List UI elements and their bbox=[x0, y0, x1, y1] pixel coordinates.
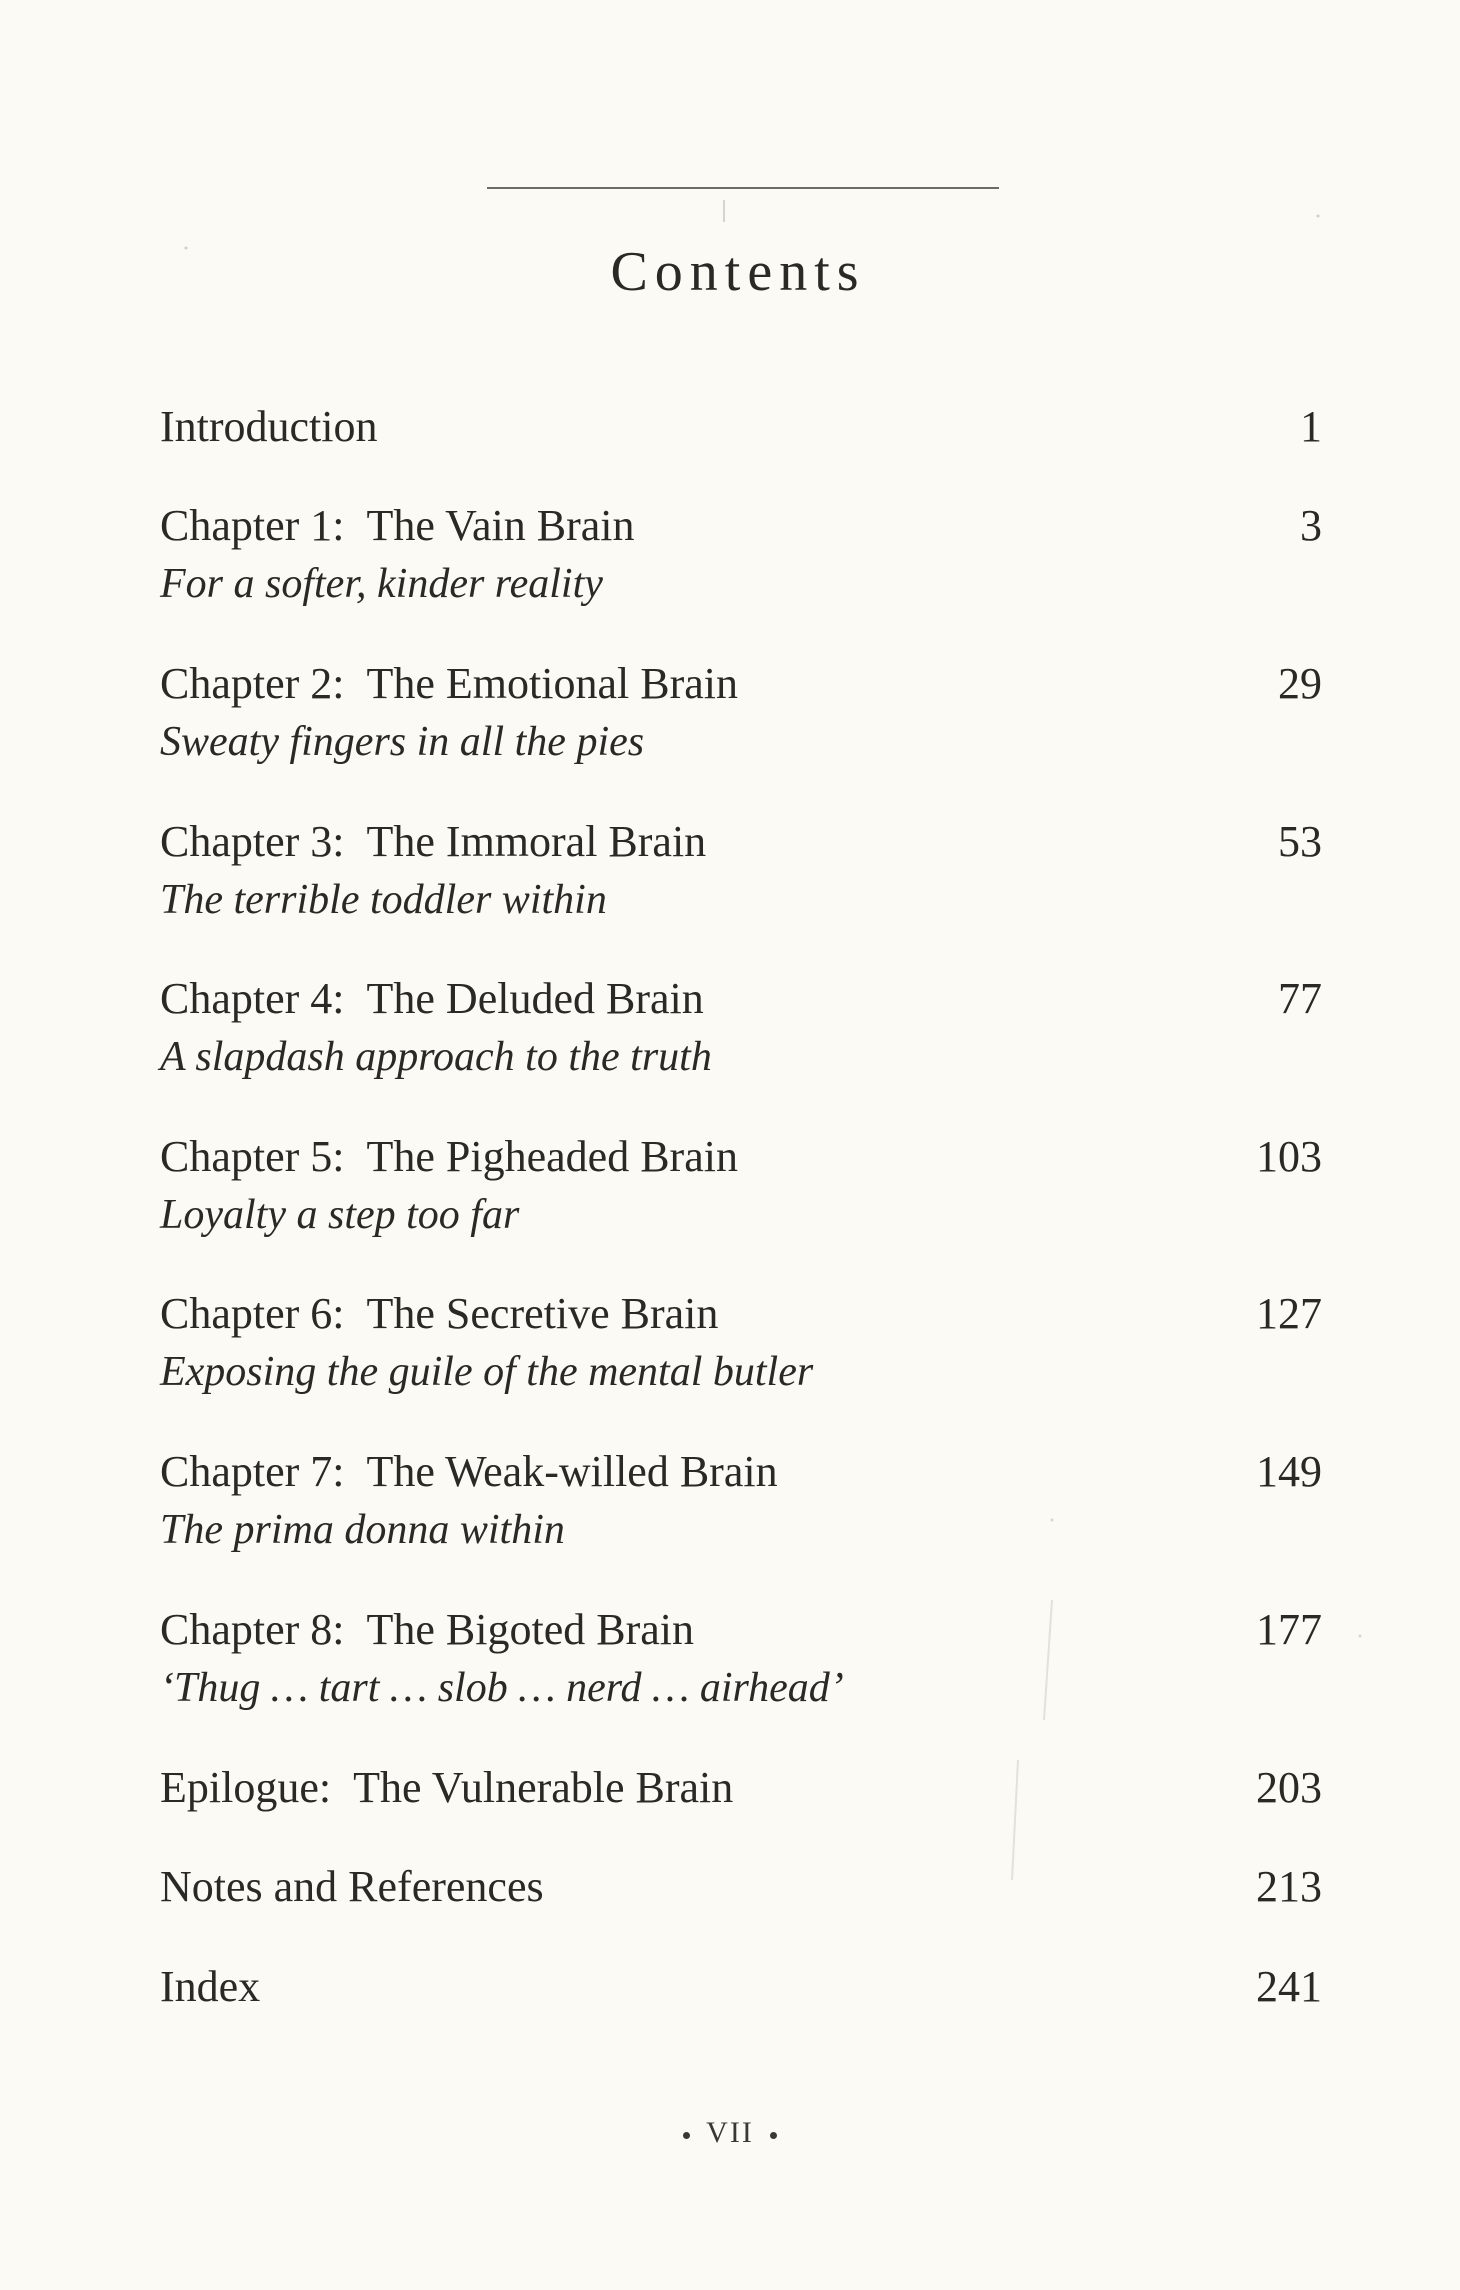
entry-subtitle: The prima donna within bbox=[160, 1507, 565, 1553]
entry-subtitle: Loyalty a step too far bbox=[160, 1192, 520, 1238]
page-title: Contents bbox=[610, 241, 866, 303]
entry-title-text: The Emotional Brain bbox=[366, 659, 738, 708]
entry-title-text: The Secretive Brain bbox=[366, 1289, 719, 1338]
entry-label: Chapter 5: bbox=[160, 1132, 345, 1181]
entry-page-number: 213 bbox=[1256, 1862, 1322, 1911]
entry-subtitle: ‘Thug … tart … slob … nerd … airhead’ bbox=[160, 1665, 844, 1711]
entry-subtitle: For a softer, kinder reality bbox=[160, 561, 603, 607]
entry-page-number: 103 bbox=[1256, 1132, 1322, 1181]
entry-page-number: 53 bbox=[1278, 817, 1322, 866]
folio-number: VII bbox=[706, 2116, 754, 2149]
entry-label: Chapter 3: bbox=[160, 817, 345, 866]
entry-label: Epilogue: bbox=[160, 1763, 332, 1812]
entry-page-number: 127 bbox=[1256, 1289, 1322, 1338]
entry-page-number: 241 bbox=[1256, 1962, 1322, 2011]
entry-title-text: The Pigheaded Brain bbox=[366, 1132, 738, 1181]
entry-title-text: The Bigoted Brain bbox=[366, 1605, 695, 1654]
entry-label: Chapter 4: bbox=[160, 974, 345, 1023]
entry-page-number: 77 bbox=[1278, 974, 1322, 1023]
entry-title-text: The Vain Brain bbox=[366, 501, 635, 550]
entry-subtitle: A slapdash approach to the truth bbox=[160, 1034, 712, 1080]
entry-title-text: The Immoral Brain bbox=[366, 817, 707, 866]
entry-page-number: 3 bbox=[1300, 501, 1322, 550]
entry-subtitle: Exposing the guile of the mental butler bbox=[160, 1349, 814, 1395]
entry-label: Chapter 1: bbox=[160, 501, 345, 550]
entry-title-text: Notes and References bbox=[160, 1862, 544, 1911]
entry-subtitle: Sweaty fingers in all the pies bbox=[160, 719, 645, 765]
entry-page-number: 203 bbox=[1256, 1763, 1322, 1812]
entry-label: Chapter 2: bbox=[160, 659, 345, 708]
entry-title-text: The Deluded Brain bbox=[366, 974, 704, 1023]
entry-title-text: The Weak-willed Brain bbox=[366, 1447, 778, 1496]
entry-page-number: 1 bbox=[1300, 402, 1322, 451]
entry-title-text: Index bbox=[160, 1962, 261, 2011]
entry-page-number: 29 bbox=[1278, 659, 1322, 708]
entry-label: Chapter 8: bbox=[160, 1605, 345, 1654]
entry-page-number: 149 bbox=[1256, 1447, 1322, 1496]
entry-title-text: The Vulnerable Brain bbox=[353, 1763, 734, 1812]
entry-title-text: Introduction bbox=[160, 402, 378, 451]
entry-label: Chapter 7: bbox=[160, 1447, 345, 1496]
entry-page-number: 177 bbox=[1256, 1605, 1322, 1654]
entry-label: Chapter 6: bbox=[160, 1289, 345, 1338]
entry-subtitle: The terrible toddler within bbox=[160, 877, 607, 923]
